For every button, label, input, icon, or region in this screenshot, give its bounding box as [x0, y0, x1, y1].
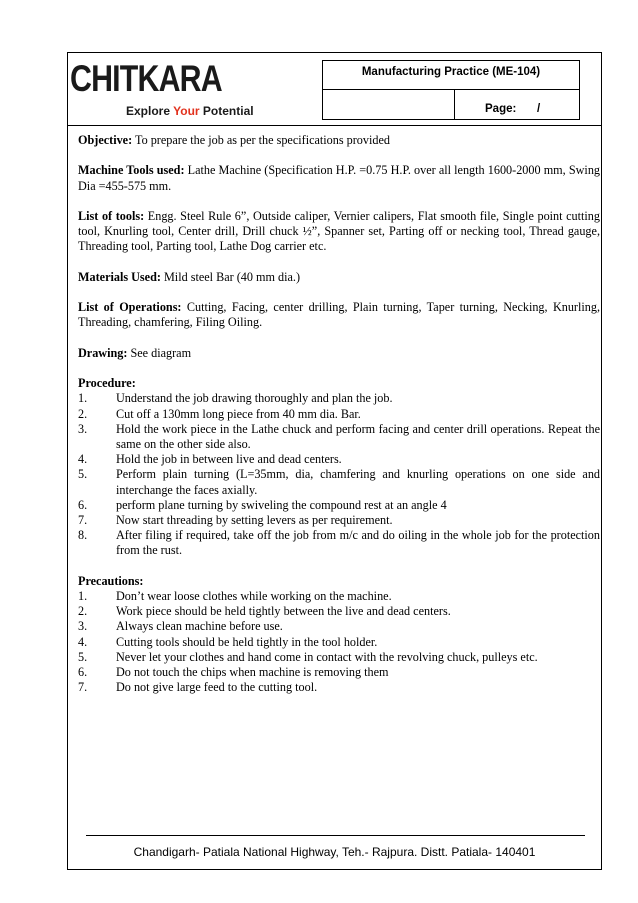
procedure-item	[78, 407, 600, 422]
tagline-post: Potential	[199, 104, 254, 118]
procedure-item-number: 3.	[78, 421, 88, 436]
procedure-item-number: 8.	[78, 528, 88, 543]
precaution-item-number: 5.	[78, 649, 88, 664]
info-blank-cell	[323, 90, 455, 119]
operations-text: Cutting, Facing, center drilling, Plain turning, Taper turning, Necking, Knurling, Threading, chamfering, Filing Oiling.	[78, 300, 600, 330]
page-separator: /	[537, 103, 541, 115]
page-number-cell	[455, 90, 579, 119]
page-frame	[67, 52, 602, 870]
precaution-item-number: 4.	[78, 634, 88, 649]
precaution-item-text: Never let your clothes and hand come in contact with the revolving chuck, pulleys etc.	[116, 649, 538, 664]
procedure-item-number: 6.	[78, 497, 88, 512]
list-of-tools-label: List of tools:	[78, 208, 145, 223]
precaution-item-number: 6.	[78, 665, 88, 679]
procedure-item	[78, 528, 600, 558]
logo-wordmark: CHITKARA	[70, 58, 222, 99]
procedure-item-number: 5.	[78, 467, 88, 482]
procedure-heading: Procedure:	[78, 376, 136, 391]
precaution-item-number: 2.	[78, 604, 88, 619]
tagline-accent: Your	[173, 104, 200, 118]
precaution-item	[78, 604, 600, 619]
precaution-item	[78, 589, 600, 604]
precaution-item-text: Do not touch the chips when machine is removing them	[116, 665, 389, 679]
document-body	[78, 133, 600, 711]
procedure-item	[78, 452, 600, 467]
materials-text: Mild steel Bar (40 mm dia.)	[160, 269, 301, 284]
page-label: Page:	[485, 103, 517, 115]
precaution-item-text: Always clean machine before use.	[116, 619, 283, 634]
objective-text: To prepare the job as per the specifications provided	[132, 133, 390, 147]
chitkara-logo	[70, 57, 320, 119]
precaution-item	[78, 650, 600, 665]
procedure-list	[78, 391, 600, 558]
procedure-item-text: Hold the job in between live and dead centers.	[116, 452, 342, 467]
operations-paragraph	[78, 300, 600, 330]
procedure-item-number: 2.	[78, 406, 88, 421]
course-info-table	[322, 60, 580, 120]
drawing-label: Drawing:	[78, 345, 128, 360]
procedure-item-text: Cut off a 130mm long piece from 40 mm dia. Bar.	[116, 406, 361, 421]
precaution-item-text: Cutting tools should be held tightly in the tool holder.	[116, 634, 378, 649]
procedure-item-text: Understand the job drawing thoroughly and plan the job.	[116, 391, 393, 406]
precautions-list	[78, 589, 600, 695]
logo-tagline	[126, 104, 254, 118]
operations-label: List of Operations:	[78, 300, 182, 315]
procedure-item	[78, 422, 600, 452]
procedure-item	[78, 467, 600, 497]
procedure-item	[78, 498, 600, 513]
materials-paragraph	[78, 270, 600, 285]
precaution-item-text: Do not give large feed to the cutting tool.	[116, 680, 318, 695]
procedure-item	[78, 513, 600, 528]
procedure-item-number: 4.	[78, 452, 88, 467]
objective-label: Objective:	[78, 133, 133, 147]
precaution-item	[78, 635, 600, 650]
procedure-item-number: 7.	[78, 512, 88, 527]
precaution-item-text: Work piece should be held tightly between the live and dead centers.	[116, 604, 451, 619]
footer-divider	[86, 835, 585, 836]
tagline-pre: Explore	[126, 104, 174, 118]
procedure-item-text: Now start threading by setting levers as per requirement.	[116, 512, 393, 527]
drawing-text: See diagram	[127, 345, 192, 360]
precaution-item	[78, 680, 600, 695]
machine-tools-text: Lathe Machine (Specification H.P. =0.75 H.P. over all length 1600-2000 mm, Swing Dia =455-575 mm.	[78, 163, 601, 193]
objective-paragraph	[78, 133, 600, 148]
precaution-item	[78, 619, 600, 634]
materials-label: Materials Used:	[78, 269, 161, 284]
procedure-item-number: 1.	[78, 391, 88, 406]
precaution-item-text: Don’t wear loose clothes while working on the machine.	[116, 588, 392, 603]
procedure-item-text: perform plane turning by swiveling the compound rest at an angle 4	[116, 497, 447, 512]
procedure-item-text: Hold the work piece in the Lathe chuck and perform facing and center drill operations. Repeat the same on the other side also.	[116, 421, 600, 451]
list-of-tools-text: Engg. Steel Rule 6”, Outside caliper, Vernier calipers, Flat smooth file, Single point cutting tool, Knurling tool, Center drill, Drill chuck ½”, Spanner set, Parting off or necking tool, Thread gauge, Threading tool, Parting tool, Lathe Dog carrier etc.	[78, 208, 600, 254]
precaution-item-number: 3.	[78, 619, 88, 634]
course-title: Manufacturing Practice (ME-104)	[323, 61, 579, 90]
footer-address: Chandigarh- Patiala National Highway, Teh.- Rajpura. Distt. Patiala- 140401	[133, 845, 536, 859]
document-header	[68, 53, 601, 126]
procedure-item-text: After filing if required, take off the job from m/c and do oiling in the whole job for the protection from the rust.	[116, 528, 600, 558]
precautions-heading: Precautions:	[78, 573, 144, 588]
precaution-item-number: 7.	[78, 680, 88, 695]
machine-tools-label: Machine Tools used:	[78, 163, 185, 178]
list-of-tools-paragraph	[78, 209, 600, 255]
drawing-paragraph	[78, 346, 600, 361]
precaution-item	[78, 665, 600, 680]
machine-tools-paragraph	[78, 163, 600, 193]
procedure-item-text: Perform plain turning (L=35mm, dia, chamfering and knurling operations on one side and interchange the faces axially.	[116, 467, 600, 497]
precaution-item-number: 1.	[78, 588, 88, 603]
procedure-item	[78, 391, 600, 406]
